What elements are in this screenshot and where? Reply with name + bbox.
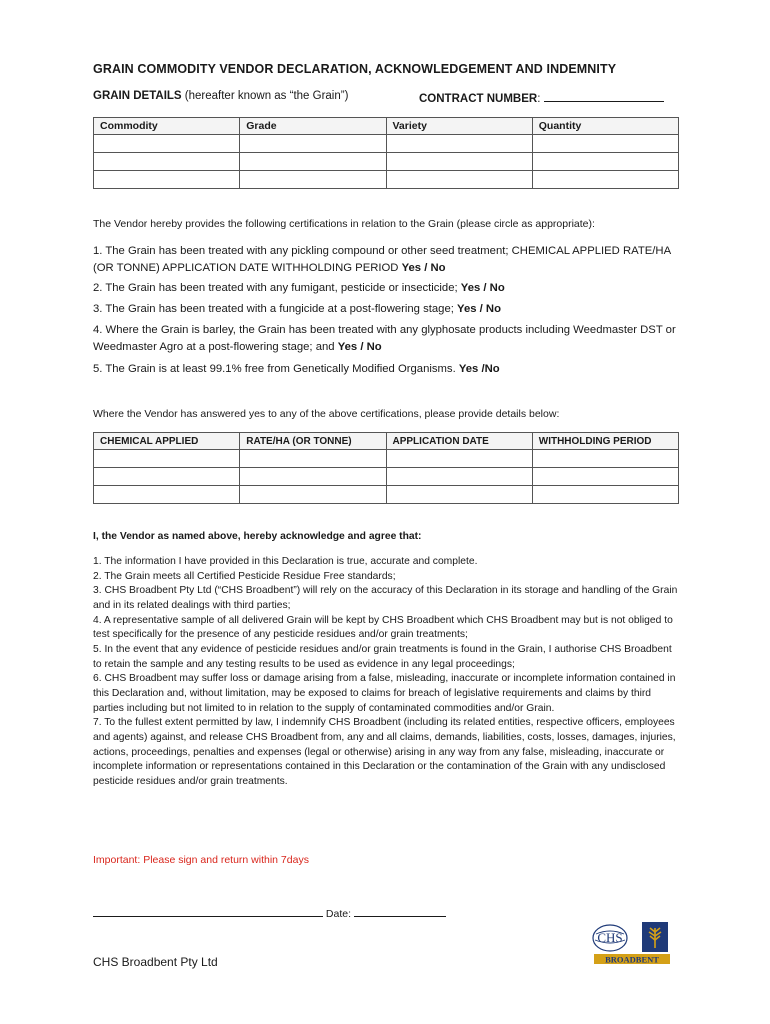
grain-details-label: GRAIN DETAILS <box>93 90 182 102</box>
yes-no-choice[interactable]: Yes / No <box>401 261 446 274</box>
table-row <box>94 171 679 189</box>
table-cell[interactable] <box>532 135 678 153</box>
certification-text: 2. The Grain has been treated with any fumigant, pesticide or insecticide; <box>93 282 461 294</box>
header-application-date: APPLICATION DATE <box>386 433 532 450</box>
table-row <box>94 450 679 468</box>
yes-no-choice[interactable]: Yes / No <box>460 282 505 294</box>
contract-number-label: CONTRACT NUMBER <box>419 93 538 105</box>
header-variety: Variety <box>386 118 532 135</box>
certification-text: 1. The Grain has been treated with any pickling compound or other seed treatment; CHEMICAL APPLIED RATE/HA (OR TONNE) APPLICATION DATE WITHHOLDING PERIOD <box>93 245 671 274</box>
contract-number <box>419 90 664 105</box>
table-cell[interactable] <box>532 486 678 504</box>
details-intro: Where the Vendor has answered yes to any of the above certifications, please provide details below: <box>93 408 560 420</box>
table-header-row <box>94 118 679 135</box>
certification-text: 4. Where the Grain is barley, the Grain has been treated with any glyphosate products including Weedmaster DST or Weedmaster Agro at a post-flowering stage; and <box>93 324 676 353</box>
table-row <box>94 135 679 153</box>
chs-broadbent-logo <box>590 918 674 966</box>
certification-text: 3. The Grain has been treated with a fungicide at a post-flowering stage; <box>93 303 458 315</box>
table-cell[interactable] <box>240 468 386 486</box>
table-cell[interactable] <box>94 153 240 171</box>
table-cell[interactable] <box>532 450 678 468</box>
grain-details-table <box>93 117 679 189</box>
acknowledgement-item: 7. To the fullest extent permitted by law, I indemnify CHS Broadbent (including its related entities, respective officers, employees and agents) against, and release CHS Broadbent from, any and all claims, demands, liabilities, costs, losses, damages, injuries, actions, proceedings, penalties and expenses (legal or otherwise) arising in any way from any false, misleading, inaccurate or incomplete information or representations contained in this Declaration or the contamination of the Grain with any undisclosed pesticide residues and/or grain treatments. <box>93 717 676 787</box>
table-cell[interactable] <box>94 468 240 486</box>
table-cell[interactable] <box>240 450 386 468</box>
header-withholding-period: WITHHOLDING PERIOD <box>532 433 678 450</box>
logo-wheat-icon <box>642 922 668 952</box>
table-row <box>94 468 679 486</box>
table-cell[interactable] <box>94 486 240 504</box>
header-rate: RATE/HA (OR TONNE) <box>240 433 386 450</box>
table-cell[interactable] <box>386 450 532 468</box>
grain-details-suffix: (hereafter known as “the Grain”) <box>181 90 349 102</box>
acknowledgement-item: 6. CHS Broadbent may suffer loss or damage arising from a false, misleading, inaccurate or incomplete information contained in this Declaration and, without limitation, may be exposed to claims for breach of legislative requirements and claims by third parties including but not limited to in relation to the supply of contaminated commodities and/or Grain. <box>93 673 676 714</box>
table-cell[interactable] <box>386 135 532 153</box>
acknowledgement-item: 2. The Grain meets all Certified Pesticide Residue Free standards; <box>93 570 396 582</box>
header-chemical-applied: CHEMICAL APPLIED <box>94 433 240 450</box>
page-title: GRAIN COMMODITY VENDOR DECLARATION, ACKNOWLEDGEMENT AND INDEMNITY <box>93 62 617 76</box>
certification-1 <box>93 243 683 276</box>
certification-2 <box>93 280 683 297</box>
table-header-row <box>94 433 679 450</box>
acknowledgement-heading: I, the Vendor as named above, hereby acknowledge and agree that: <box>93 531 422 542</box>
yes-no-choice[interactable]: Yes / No <box>337 340 382 353</box>
certification-4 <box>93 322 683 355</box>
chemical-details-table <box>93 432 679 504</box>
table-cell[interactable] <box>94 135 240 153</box>
contract-number-sep: : <box>537 93 544 105</box>
logo-text-broadbent: BROADBENT <box>605 954 659 965</box>
header-quantity: Quantity <box>532 118 678 135</box>
table-cell[interactable] <box>386 468 532 486</box>
yes-no-choice[interactable]: Yes /No <box>458 363 500 375</box>
certification-5 <box>93 361 683 378</box>
acknowledgement-item: 1. The information I have provided in this Declaration is true, accurate and complete. <box>93 556 478 567</box>
contract-number-field[interactable] <box>544 90 664 102</box>
table-cell[interactable] <box>532 171 678 189</box>
table-cell[interactable] <box>94 450 240 468</box>
acknowledgement-item: 3. CHS Broadbent Pty Ltd (“CHS Broadbent”) will rely on the accuracy of this Declaration in its storage and handling of the Grain and in its related dealings with third parties; <box>93 585 678 611</box>
footer-company: CHS Broadbent Pty Ltd <box>93 955 218 969</box>
acknowledgement-item: 4. A representative sample of all delivered Grain will be kept by CHS Broadbent which CHS Broadbent may but is not obliged to test specifically for the presence of any pesticide residues and/or grain treatments; <box>93 614 673 641</box>
table-cell[interactable] <box>240 486 386 504</box>
signature-field[interactable] <box>93 906 323 917</box>
table-row <box>94 153 679 171</box>
table-cell[interactable] <box>532 468 678 486</box>
header-commodity: Commodity <box>94 118 240 135</box>
header-grade: Grade <box>240 118 386 135</box>
table-row <box>94 486 679 504</box>
table-cell[interactable] <box>240 135 386 153</box>
table-cell[interactable] <box>532 153 678 171</box>
table-cell[interactable] <box>94 171 240 189</box>
table-cell[interactable] <box>240 153 386 171</box>
table-cell[interactable] <box>240 171 386 189</box>
date-label: Date: <box>323 908 354 920</box>
acknowledgement-list <box>93 555 683 790</box>
table-cell[interactable] <box>386 486 532 504</box>
logo-text-chs: CHS <box>597 930 623 945</box>
table-cell[interactable] <box>386 171 532 189</box>
grain-details-row <box>93 90 683 105</box>
certification-text: 5. The Grain is at least 99.1% free from Genetically Modified Organisms. <box>93 363 459 375</box>
certification-intro: The Vendor hereby provides the following certifications in relation to the Grain (please circle as appropriate): <box>93 218 595 230</box>
important-notice: Important: Please sign and return within 7days <box>93 854 309 866</box>
acknowledgement-item: 5. In the event that any evidence of pesticide residues and/or grain treatments is found in the Grain, I authorise CHS Broadbent to retain the sample and any testing results to be used as evidence in any legal proceedings; <box>93 643 672 670</box>
date-field[interactable] <box>354 906 446 917</box>
table-cell[interactable] <box>386 153 532 171</box>
certification-3 <box>93 301 683 318</box>
yes-no-choice[interactable]: Yes / No <box>457 303 501 315</box>
